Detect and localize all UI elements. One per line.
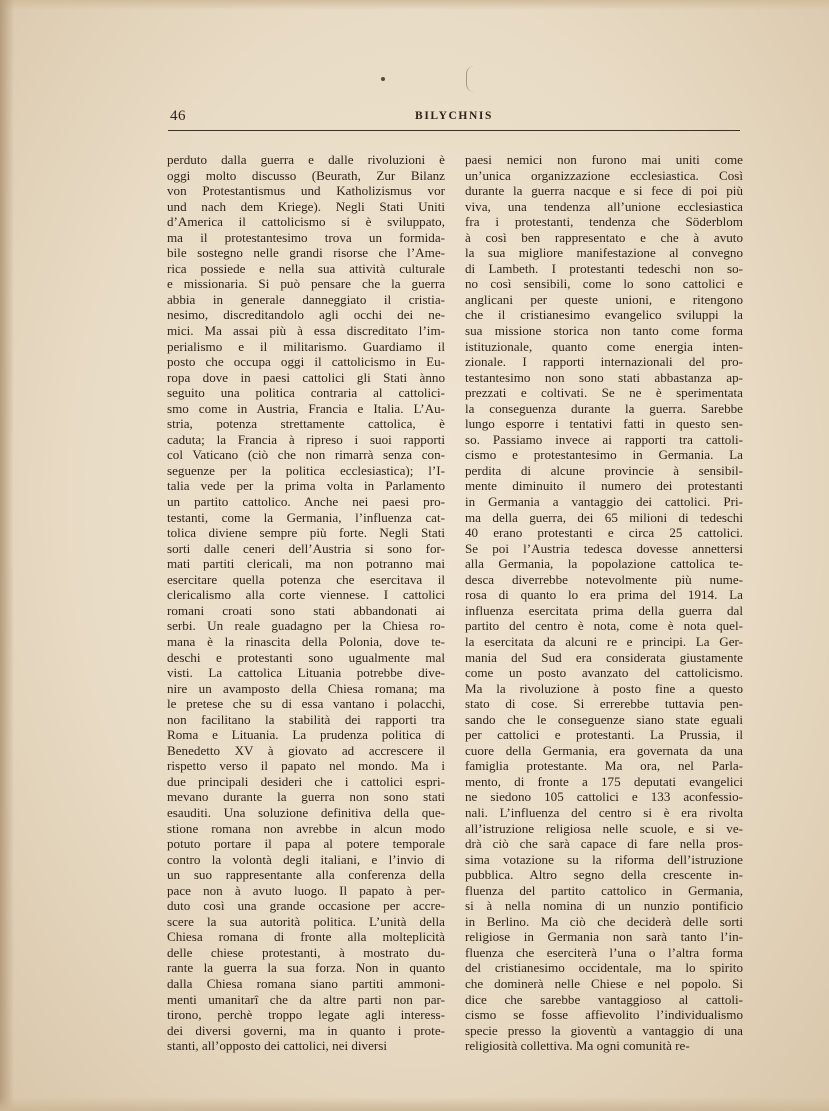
text-line: drà ciò che sarà capace di fare nella pros- xyxy=(465,836,743,852)
text-line: Se poi l’Austria tedesca dovesse annettersi xyxy=(465,540,743,556)
text-line: in Berlino. Ma ciò che deciderà delle sorti xyxy=(465,913,743,929)
text-line: rante la guerra la sua forza. Non in quanto xyxy=(167,960,445,976)
text-line: posto che occupa oggi il cattolicismo in Eu- xyxy=(167,354,445,370)
text-line: Roma e Lituania. La prudenza politica di xyxy=(167,727,445,743)
text-line: non facilitano la stabilità dei rapporti tra xyxy=(167,711,445,727)
text-line: lungo esporre i tentativi fatti in questo sen- xyxy=(465,416,743,432)
text-line: bile sostegno nelle grandi risorse che l’Ame- xyxy=(167,245,445,261)
text-line: potuto portare il papa al potere temporale xyxy=(167,836,445,852)
text-line: serbi. Un reale guadagno per la Chiesa ro- xyxy=(167,618,445,634)
page-binding-shadow xyxy=(0,0,14,1111)
text-line: sima votazione su la riforma dell’istruzione xyxy=(465,851,743,867)
text-line: scere la sua autorità politica. L’unità della xyxy=(167,913,445,929)
text-line: mente diminuito il numero dei protestanti xyxy=(465,478,743,494)
text-line: Benedetto XV à giovato ad accrescere il xyxy=(167,742,445,758)
text-line: all’istruzione religiosa nelle scuole, e si ve- xyxy=(465,820,743,836)
ink-spot xyxy=(381,77,385,81)
text-line: che dominerà nelle Chiese e nel popolo. Si xyxy=(465,975,743,991)
text-line: un’unica organizzazione ecclesiastica. Così xyxy=(465,167,743,183)
text-line: mici. Ma assai più à essa discreditato l’im- xyxy=(167,323,445,339)
text-line: due principali desideri che i cattolici espri- xyxy=(167,773,445,789)
text-line: che il cristianesimo evangelico sviluppi la xyxy=(465,307,743,323)
text-line: cismo se fosse affievolito l’individualismo xyxy=(465,1007,743,1023)
text-line: dei diversi governi, ma in quanto i prote- xyxy=(167,1022,445,1038)
text-line: talia vede per la prima volta in Parlamento xyxy=(167,478,445,494)
text-line: religiose in Germania non sarà tanto l’in- xyxy=(465,929,743,945)
text-line: nali. L’influenza del centro si è era rivolta xyxy=(465,804,743,820)
text-line: tirono, perchè troppo legate agli interess- xyxy=(167,1007,445,1023)
text-line: so. Passiamo invece ai rapporti tra cattoli- xyxy=(465,431,743,447)
text-line: caduta; la Francia à ripreso i suoi rapporti xyxy=(167,431,445,447)
text-line: romani croati sono stati abbandonati ai xyxy=(167,602,445,618)
text-line: pace non à avuto luogo. Il papato à per- xyxy=(167,882,445,898)
text-line: von Protestantismus und Katholizismus vor xyxy=(167,183,445,199)
text-line: zionale. I rapporti internazionali del pro- xyxy=(465,354,743,370)
page-number: 46 xyxy=(170,108,186,124)
text-line: e missionaria. Si può pensare che la guerra xyxy=(167,276,445,292)
text-line: perdita di alcune provincie à sensibil- xyxy=(465,462,743,478)
text-line: come un posto avanzato del cattolicismo. xyxy=(465,665,743,681)
text-line: paesi nemici non furono mai uniti come xyxy=(465,152,743,167)
text-line: testantesimo non sono stati abbastanza ap- xyxy=(465,369,743,385)
text-line: sua missione storica non tanto come forma xyxy=(465,323,743,339)
text-line: per cattolici e protestanti. La Prussia, il xyxy=(465,727,743,743)
text-line: prezzati e coltivati. Se ne è sperimentata xyxy=(465,385,743,401)
text-line: mevano durante la guerra non sono stati xyxy=(167,789,445,805)
text-line: stato di cose. Si errerebbe tuttavia pen- xyxy=(465,696,743,712)
text-line: perialismo e il militarismo. Guardiamo il xyxy=(167,338,445,354)
text-line: viva, una tendenza all’unione ecclesiastica xyxy=(465,198,743,214)
text-line: mento, di fronte a 175 deputati evangelici xyxy=(465,773,743,789)
running-title: BILYCHNIS xyxy=(415,110,493,122)
page-top-edge xyxy=(0,0,829,10)
text-line: sorti dalle ceneri dell’Austria si sono for- xyxy=(167,540,445,556)
text-line: rosa di quanto lo era prima del 1914. La xyxy=(465,587,743,603)
text-line: stria, potenza strettamente cattolica, è xyxy=(167,416,445,432)
text-line: un suo rappresentante alla conferenza della xyxy=(167,867,445,883)
text-line: ma della guerra, dei 65 milioni di tedeschi xyxy=(465,509,743,525)
text-line: fluenza che eserciterà l’una o l’altra forma xyxy=(465,944,743,960)
text-line: Chiesa romana di fronte alla molteplicità xyxy=(167,929,445,945)
text-line: testanti, come la Germania, l’influenza cat- xyxy=(167,509,445,525)
text-line: desca diverrebbe notevolmente più nume- xyxy=(465,571,743,587)
left-text-column xyxy=(167,152,445,1054)
text-line: col Vaticano (ciò che non rimarrà senza con- xyxy=(167,447,445,463)
text-line: mati partiti clericali, ma non potranno mai xyxy=(167,556,445,572)
text-line: dalla Chiesa romana siano partiti ammoni- xyxy=(167,975,445,991)
text-line: Ma la rivoluzione à posto fine a questo xyxy=(465,680,743,696)
text-line: d’America il cattolicismo si è sviluppato, xyxy=(167,214,445,230)
text-line: ropa dove in paesi cattolici gli Stati ànno xyxy=(167,369,445,385)
text-line: menti umanitarî che da altre parti non par- xyxy=(167,991,445,1007)
text-line: le pretese che su di essa vantano i polacchi, xyxy=(167,696,445,712)
text-line: nire un avamposto della Chiesa romana; ma xyxy=(167,680,445,696)
text-line: 40 erano protestanti e circa 25 cattolici. xyxy=(465,525,743,541)
header-rule xyxy=(168,130,740,131)
text-line: duto così una grande occasione per accre- xyxy=(167,898,445,914)
text-line: la conseguenza durante la guerra. Sarebbe xyxy=(465,400,743,416)
text-line: dice che sarebbe vantaggioso al cattoli- xyxy=(465,991,743,1007)
text-line: esercitare quella potenza che esercitava il xyxy=(167,571,445,587)
text-line: ma il protestantesimo trova un formida- xyxy=(167,229,445,245)
text-line: visti. La cattolica Lituania potrebbe dive- xyxy=(167,665,445,681)
text-line: cuore della Germania, era governata da una xyxy=(465,742,743,758)
text-line: ne siedono 105 cattolici e 133 aconfessio- xyxy=(465,789,743,805)
text-line: abbia in generale danneggiato il cristia- xyxy=(167,291,445,307)
text-line: religiosità collettiva. Ma ogni comunità re- xyxy=(465,1038,690,1054)
text-line: rispetto verso il papato nel mondo. Ma i xyxy=(167,758,445,774)
text-line: la esercitata da alcuni re e principi. La Ger- xyxy=(465,633,743,649)
text-line: nesimo, discreditandolo agli occhi dei ne- xyxy=(167,307,445,323)
text-line: di Lambeth. I protestanti tedeschi non so- xyxy=(465,260,743,276)
text-line: seguenze per la politica ecclesiastica); l’I- xyxy=(167,462,445,478)
text-line: la sua migliore manifestazione al convegno xyxy=(465,245,743,261)
text-line: cismo e protestantesimo in Germania. La xyxy=(465,447,743,463)
text-line: à così ben rappresentato e che à avuto xyxy=(465,229,743,245)
text-line: stanti, all’opposto dei cattolici, nei diversi xyxy=(167,1038,387,1054)
right-text-column xyxy=(465,152,743,1054)
text-line: tolica diviene sempre più forte. Negli Stati xyxy=(167,525,445,541)
text-line: alla Germania, la popolazione cattolica te- xyxy=(465,556,743,572)
text-line: no così sensibili, come lo sono cattolici e xyxy=(465,276,743,292)
text-line: fluenza del partito cattolico in Germania, xyxy=(465,882,743,898)
text-line: und nach dem Kriege). Negli Stati Uniti xyxy=(167,198,445,214)
text-line: stione romana non avrebbe in alcun modo xyxy=(167,820,445,836)
text-line: pubblica. Altro segno della crescente in- xyxy=(465,867,743,883)
text-line: istituzionale, quanto come energia inten- xyxy=(465,338,743,354)
text-line: un partito cattolico. Anche nei paesi pro- xyxy=(167,494,445,510)
text-line: influenza esercitata prima della guerra dal xyxy=(465,602,743,618)
text-line: si à nella nomina di un nunzio pontificio xyxy=(465,898,743,914)
text-line: in Germania a vantaggio dei cattolici. Pri- xyxy=(465,494,743,510)
text-line: rica possiede e nella sua attività culturale xyxy=(167,260,445,276)
text-line: anglicani per queste unioni, e ritengono xyxy=(465,291,743,307)
text-line: delle chiese protestanti, à mostrato du- xyxy=(167,944,445,960)
text-line: mana è la rinascita della Polonia, dove te- xyxy=(167,633,445,649)
text-line: smo come in Austria, Francia e Italia. L’Au- xyxy=(167,400,445,416)
text-line: del cristianesimo occidentale, ma lo spirito xyxy=(465,960,743,976)
text-line: mania del Sud era considerata giustamente xyxy=(465,649,743,665)
text-line: fra i protestanti, tendenza che Söderblom xyxy=(465,214,743,230)
text-line: seguito una politica contraria al cattolici- xyxy=(167,385,445,401)
text-line: oggi molto discusso (Beurath, Zur Bilanz xyxy=(167,167,445,183)
text-line: specie presso la gioventù a vantaggio di una xyxy=(465,1022,743,1038)
text-line: perduto dalla guerra e dalle rivoluzioni è xyxy=(167,152,445,167)
text-line: partito del centro è nota, come è nota quel- xyxy=(465,618,743,634)
text-line: contro la volontà degli italiani, e l’invio di xyxy=(167,851,445,867)
text-line: durante la guerra nacque e si fece di poi più xyxy=(465,183,743,199)
text-line: clericalismo alla corte viennese. I cattolici xyxy=(167,587,445,603)
page-bottom-edge xyxy=(0,1097,829,1111)
text-line: famiglia protestante. Ma ora, nel Parla- xyxy=(465,758,743,774)
text-line: deschi e protestanti sono ugualmente mal xyxy=(167,649,445,665)
text-line: sando che le conseguenze siano state eguali xyxy=(465,711,743,727)
text-line: esauditi. Una soluzione definitiva della que- xyxy=(167,804,445,820)
pencil-mark xyxy=(466,66,475,92)
